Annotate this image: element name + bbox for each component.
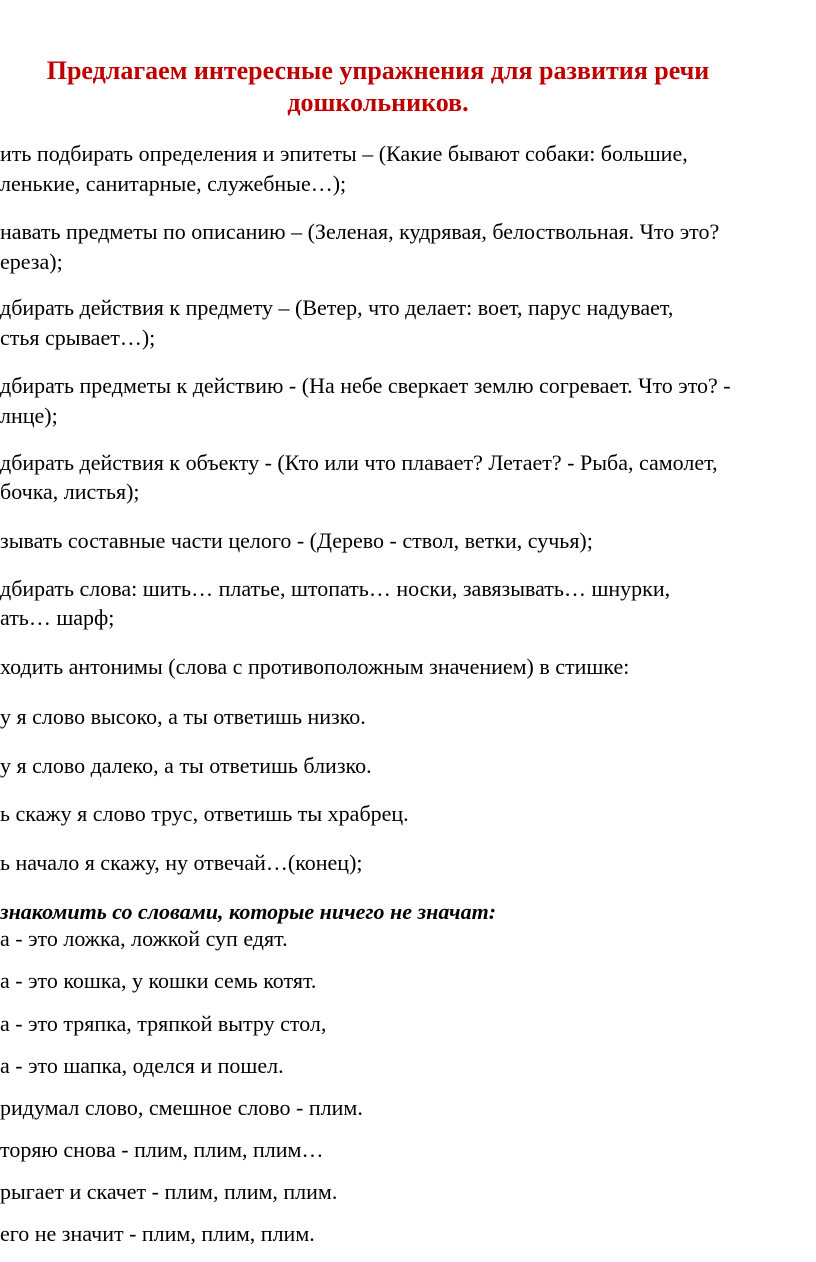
text-line: дбирать действия к объекту - (Кто или что плавает? Летает? - Рыба, самолет,	[0, 450, 718, 475]
text-line: лнце);	[0, 403, 58, 428]
text-line: зывать составные части целого - (Дерево - ствол, ветки, сучья);	[0, 528, 593, 553]
text-line: торяю снова - плим, плим, плим…	[0, 1137, 324, 1162]
text-line: навать предметы по описанию – (Зеленая, кудрявая, белоствольная. Что это?	[0, 219, 720, 244]
text-line: ь начало я скажу, ну отвечай…(конец);	[0, 850, 363, 875]
text-line: а - это тряпка, тряпкой вытру стол,	[0, 1011, 327, 1036]
text-line: у я слово далеко, а ты ответишь близко.	[0, 753, 372, 778]
section-heading: знакомить со словами, которые ничего не значат:	[0, 899, 497, 924]
text-line: его не значит - плим, плим, плим.	[0, 1221, 315, 1246]
page-title	[0, 55, 756, 119]
text-line: ить подбирать определения и эпитеты – (Какие бывают собаки: большие,	[0, 141, 688, 166]
text-line: ереза);	[0, 249, 63, 274]
title-line-2: дошкольников.	[287, 88, 469, 117]
text-line: дбирать предметы к действию - (На небе сверкает землю согревает. Что это? -	[0, 373, 731, 398]
text-line: ридумал слово, смешное слово - плим.	[0, 1095, 363, 1120]
text-line: ленькие, санитарные, служебные…);	[0, 171, 347, 196]
text-line: стья срывает…);	[0, 325, 156, 350]
text-line: дбирать слова: шить… платье, штопать… носки, завязывать… шнурки,	[0, 576, 671, 601]
text-line: ходить антонимы (слова с противоположным значением) в стишке:	[0, 654, 630, 679]
text-line: а - это шапка, оделся и пошел.	[0, 1053, 284, 1078]
text-line: у я слово высоко, а ты ответишь низко.	[0, 704, 366, 729]
text-line: рыгает и скачет - плим, плим, плим.	[0, 1179, 338, 1204]
text-line: а - это кошка, у кошки семь котят.	[0, 968, 317, 993]
text-line: дбирать действия к предмету – (Ветер, что делает: воет, парус надувает,	[0, 295, 674, 320]
text-line: а - это ложка, ложкой суп едят.	[0, 926, 288, 951]
text-line: ь скажу я слово трус, ответишь ты храбрец.	[0, 801, 409, 826]
title-line-1: Предлагаем интересные упражнения для развития речи	[46, 56, 710, 85]
text-line: бочка, листья);	[0, 479, 140, 504]
text-line: ать… шарф;	[0, 605, 115, 630]
